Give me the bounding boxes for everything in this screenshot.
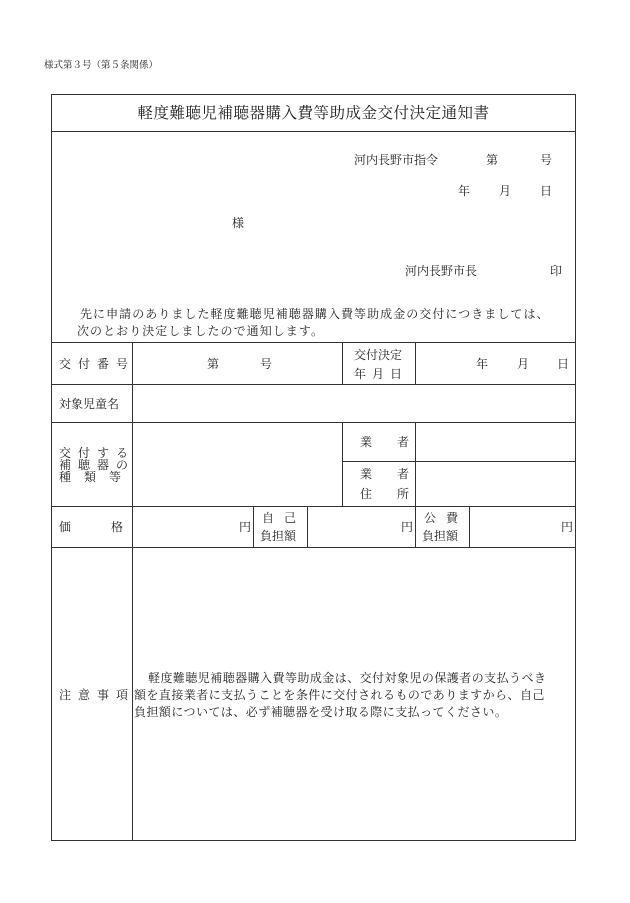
public-burden-label-1: 公費: [424, 511, 469, 525]
vendor-address-label-2: 住所: [360, 487, 435, 501]
intro-text: [66, 306, 571, 340]
directive-dai: 第: [486, 153, 499, 167]
price-yen: 円: [239, 520, 252, 534]
decision-date-label-2: 年月日: [354, 367, 409, 381]
public-burden-label-2: 負担額: [422, 529, 459, 543]
recipient-sama: 様: [232, 216, 245, 230]
self-burden-label-1: 自己: [262, 511, 307, 525]
seal-mark: 印: [550, 264, 563, 278]
col-divider-b: [415, 342, 416, 384]
city-directive-label: 河内長野市指令: [354, 153, 439, 167]
grant-number-label: 交付番号: [59, 357, 136, 371]
col-divider-g: [415, 506, 416, 547]
directive-gou: 号: [540, 153, 553, 167]
notes-label: 注意事項: [59, 688, 136, 702]
rule-vendor-split: [342, 461, 575, 462]
grant-number-dai: 第: [207, 357, 220, 371]
device-type-label-2: 補聴器の: [59, 458, 136, 472]
rule-below-grant-number: [52, 384, 575, 385]
price-label: 価格: [59, 520, 164, 534]
form-title: 軽度難聴児補聴器購入費等助成金交付決定通知書: [137, 104, 490, 122]
decision-year: 年: [476, 357, 489, 371]
notes-text: [134, 670, 576, 721]
rule-below-device: [52, 506, 575, 507]
intro-line-1: 先に申請のありました軽度難聴児補聴器購入費等助成金の交付につきましては、: [80, 307, 550, 321]
col-divider-h: [469, 506, 470, 547]
col-divider-f: [307, 506, 308, 547]
notes-line-1: 軽度難聴児補聴器購入費等助成金は、交付対象児の保護者の支払うべき: [148, 671, 547, 685]
decision-date-label-1: 交付決定: [354, 348, 403, 362]
vendor-label: 業者: [360, 435, 435, 449]
issue-year: 年: [458, 184, 471, 198]
public-burden-yen: 円: [561, 520, 574, 534]
notes-line-2: 額を直接業者に支払うことを条件に交付されるものでありますから、自己: [134, 688, 545, 702]
grant-number-gou: 号: [260, 357, 273, 371]
child-name-label: 対象児童名: [59, 397, 120, 411]
self-burden-yen: 円: [401, 520, 414, 534]
self-burden-label-2: 負担額: [260, 529, 297, 543]
rule-below-title: [52, 131, 575, 132]
rule-below-intro: [52, 342, 575, 343]
col-divider-c: [342, 422, 343, 506]
issue-day: 日: [540, 184, 553, 198]
issue-month: 月: [499, 184, 512, 198]
col-divider-e: [253, 506, 254, 547]
intro-line-2: 次のとおり決定しましたので通知します。: [77, 324, 324, 338]
decision-day: 日: [557, 357, 570, 371]
notes-line-3: 負担額については、必ず補聴器を受け取る際に支払ってください。: [134, 705, 508, 719]
device-type-label-1: 交付する: [59, 446, 136, 460]
col-label-divider: [132, 342, 133, 840]
rule-below-child-name: [52, 422, 575, 423]
notice-form: [51, 94, 576, 841]
device-type-label-3: 種類等: [59, 470, 135, 484]
rule-below-price: [52, 547, 575, 548]
col-divider-a: [342, 342, 343, 384]
form-number: 様式第３号（第５条関係）: [44, 60, 159, 71]
vendor-address-label-1: 業者: [360, 467, 435, 481]
mayor-label: 河内長野市長: [405, 264, 478, 278]
decision-month: 月: [517, 357, 530, 371]
